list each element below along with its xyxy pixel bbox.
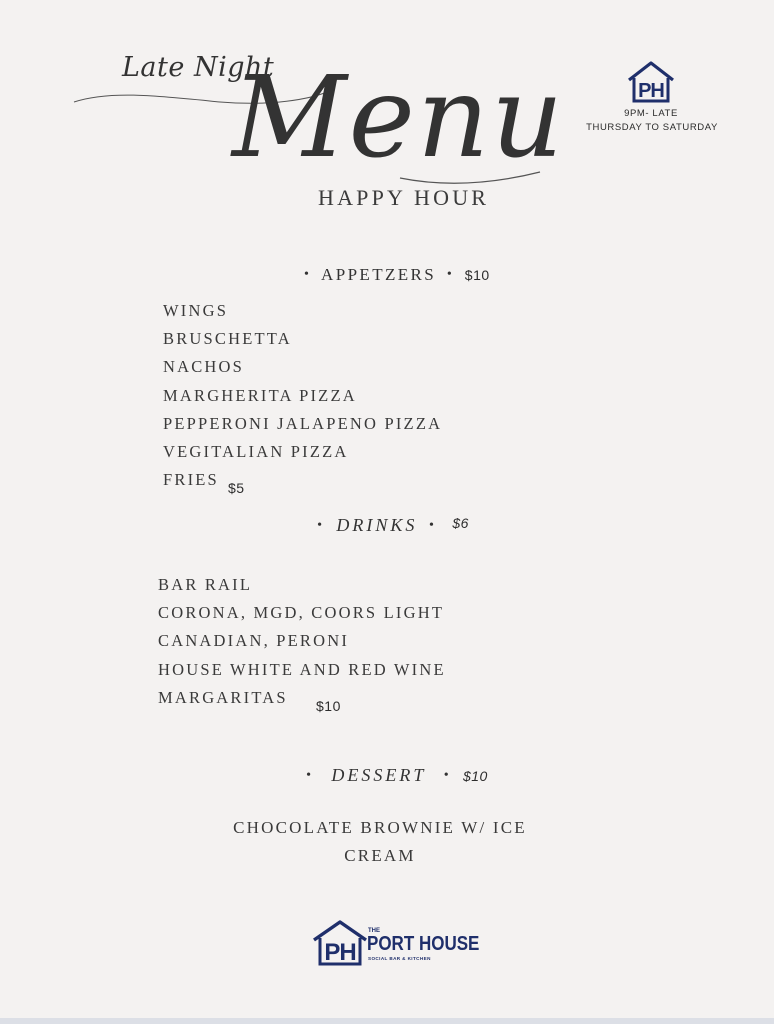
bullet-icon: • [428,518,437,533]
list-item: FRIES [163,470,219,490]
list-item: MARGARITAS [158,687,288,707]
list-item: PEPPERONI JALAPENO PIZZA [163,413,443,433]
appetizers-list [163,297,442,494]
happy-hour-subtitle: HAPPY HOUR [318,185,490,210]
svg-text:PH: PH [638,80,664,102]
footer-brand-name: PORT HOUSE [367,933,480,955]
list-item: CORONA, MGD, COORS LIGHT [158,603,445,623]
appetizers-title: APPETZERS [321,265,437,284]
drinks-title: DRINKS [336,515,418,535]
late-night-title: Late Night [122,52,275,83]
dessert-price: $10 [462,768,488,784]
port-house-logo-icon [624,60,678,104]
drinks-heading [313,515,469,536]
dessert-title: DESSERT [331,765,427,785]
fries-price: $5 [228,480,245,496]
drinks-price: $6 [452,515,469,531]
house-icon [310,920,370,966]
footer-tagline: SOCIAL BAR & KITCHEN [368,956,431,961]
appetizers-heading [300,265,490,285]
bullet-icon: • [443,768,452,783]
bullet-icon: • [317,518,325,533]
list-item: HOUSE WHITE AND RED WINE [158,659,446,679]
bullet-icon: • [306,768,314,783]
dessert-line-1: CHOCOLATE BROWNIE W/ ICE [233,818,527,837]
margaritas-price: $10 [316,698,341,714]
list-item: NACHOS [163,357,245,377]
svg-text:PH: PH [324,939,356,966]
dessert-heading [302,765,488,786]
menu-title: Menu [232,53,566,183]
list-item: CANADIAN, PERONI [158,631,350,651]
appetizers-price: $10 [464,267,490,283]
days-text: THURSDAY TO SATURDAY [586,122,718,133]
list-item: BRUSCHETTA [163,329,292,349]
drinks-list [158,571,446,712]
list-item: MARGHERITA PIZZA [163,385,357,405]
hours-text: 9PM- LATE [624,108,678,119]
list-item: WINGS [163,301,229,320]
bullet-icon: • [304,267,312,282]
footer-the: THE [368,928,380,934]
dessert-item [190,814,570,870]
bottom-edge [0,1018,774,1024]
list-item: VEGITALIAN PIZZA [163,441,349,461]
bullet-icon: • [446,267,455,282]
list-item: BAR RAIL [158,575,253,594]
dessert-line-2: CREAM [344,846,416,865]
